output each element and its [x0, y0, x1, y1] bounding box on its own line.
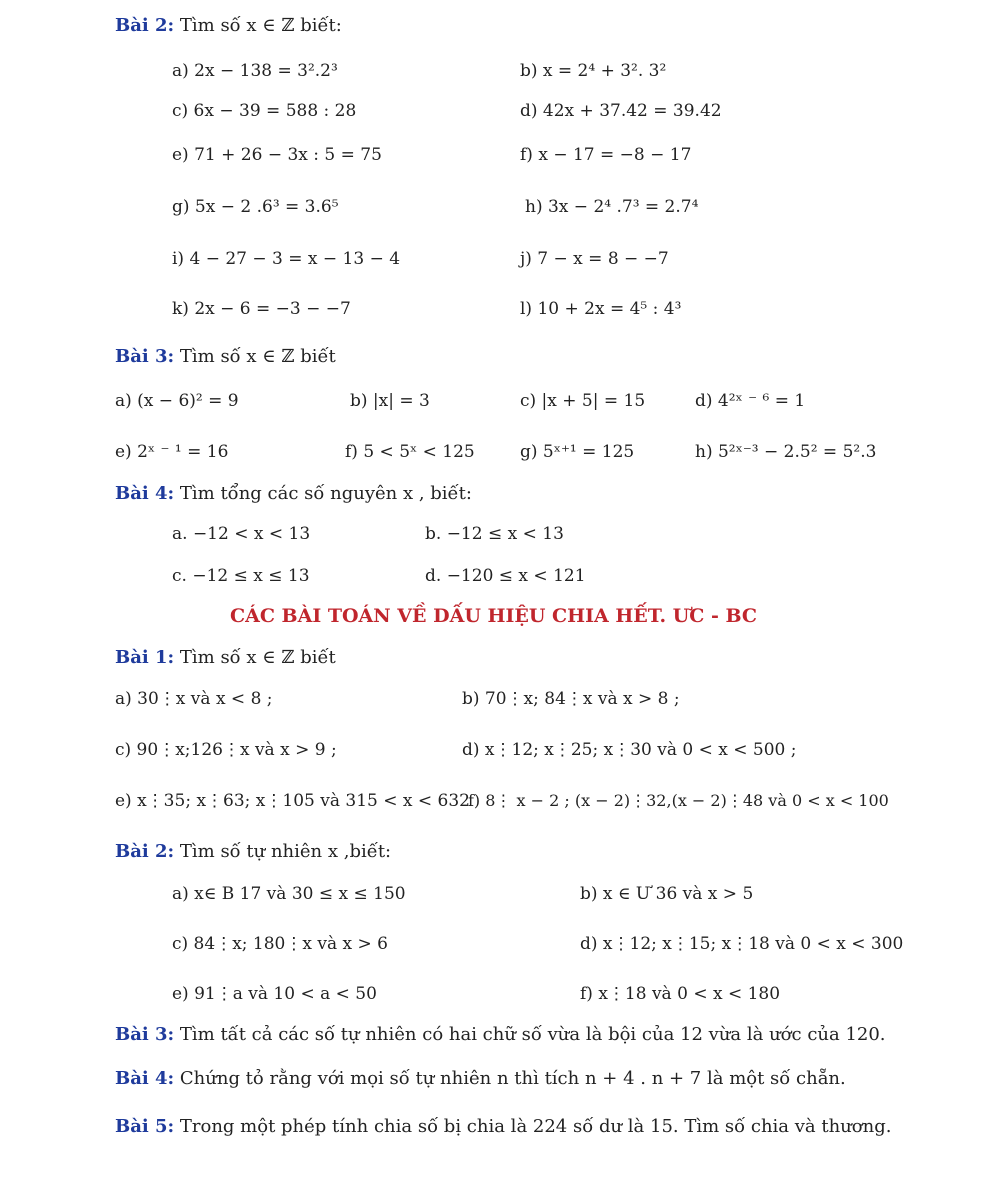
p2-bai5-text: Trong một phép tính chia số bị chia là 224 số dư là 15. Tìm số chia và thương. — [179, 1116, 892, 1137]
p2-bai1-text: Tìm số x ∈ ℤ biết — [179, 647, 336, 668]
p1-bai3-item-c: c) |x + 5| = 15 — [520, 391, 646, 411]
p1-bai2-item-i: i) 4 − 27 − 3 = x − 13 − 4 — [172, 249, 401, 269]
p2-bai3-heading: Bài 3: — [115, 1024, 175, 1045]
p1-bai2-item-h: h) 3x − 2⁴ .7³ = 2.7⁴ — [525, 197, 699, 217]
p2-bai4 — [115, 1067, 846, 1091]
p1-bai2-item-c: c) 6x − 39 = 588 : 28 — [172, 101, 357, 121]
p1-bai3-item-e: e) 2ˣ ⁻ ¹ = 16 — [115, 442, 229, 462]
p1-bai3-item-d: d) 4²ˣ ⁻ ⁶ = 1 — [695, 391, 806, 411]
p2-bai4-heading: Bài 4: — [115, 1068, 175, 1089]
p1-bai4-heading: Bài 4: — [115, 483, 175, 504]
p2-bai1-item-d: d) x⋮12; x⋮25; x⋮30 và 0 < x < 500 ; — [462, 740, 797, 760]
p1-bai4-item-b: b. −12 ≤ x < 13 — [425, 524, 564, 544]
p1-bai2-item-e: e) 71 + 26 − 3x : 5 = 75 — [172, 145, 382, 165]
p1-bai2-item-l: l) 10 + 2x = 4⁵ : 4³ — [520, 299, 682, 319]
p1-bai4-item-d: d. −120 ≤ x < 121 — [425, 566, 586, 586]
p2-bai2-item-d: d) x⋮12; x⋮15; x⋮18 và 0 < x < 300 — [580, 934, 904, 954]
p1-bai3-item-h: h) 5²ˣ⁻³ − 2.5² = 5².3 — [695, 442, 877, 462]
p2-bai1-item-c: c) 90⋮x;126⋮x và x > 9 ; — [115, 740, 337, 760]
p1-bai4-item-c: c. −12 ≤ x ≤ 13 — [172, 566, 310, 586]
p1-bai2-item-a: a) 2x − 138 = 3².2³ — [172, 61, 338, 81]
p2-bai4-text: Chứng tỏ rằng với mọi số tự nhiên n thì tích n + 4 . n + 7 là một số chẵn. — [179, 1068, 846, 1089]
p2-bai3-text: Tìm tất cả các số tự nhiên có hai chữ số vừa là bội của 12 vừa là ước của 120. — [179, 1024, 886, 1045]
p2-bai2-item-f: f) x⋮18 và 0 < x < 180 — [580, 984, 781, 1004]
p1-bai3-item-f: f) 5 < 5ˣ < 125 — [345, 442, 475, 462]
p2-bai2-item-c: c) 84⋮x; 180⋮x và x > 6 — [172, 934, 388, 954]
p1-bai3-item-a: a) (x − 6)² = 9 — [115, 391, 239, 411]
p1-bai2-item-b: b) x = 2⁴ + 3². 3² — [520, 61, 667, 81]
p1-bai3-item-g: g) 5ˣ⁺¹ = 125 — [520, 442, 635, 462]
p2-bai2-heading: Bài 2: — [115, 841, 175, 862]
p1-bai3-item-b: b) |x| = 3 — [350, 391, 430, 411]
p2-bai2-text: Tìm số tự nhiên x ,biết: — [179, 841, 392, 862]
p1-bai4-text: Tìm tổng các số nguyên x , biết: — [179, 483, 472, 504]
p2-bai2-header — [115, 840, 391, 864]
p1-bai2-item-k: k) 2x − 6 = −3 − −7 — [172, 299, 351, 319]
section-title: CÁC BÀI TOÁN VỀ DẤU HIỆU CHIA HẾT. ƯC - BC — [229, 605, 758, 627]
p1-bai4-header — [115, 482, 472, 506]
p1-bai2-heading: Bài 2: — [115, 15, 175, 36]
p1-bai2-text: Tìm số x ∈ ℤ biết: — [179, 15, 342, 36]
p2-bai1-heading: Bài 1: — [115, 647, 175, 668]
p1-bai2-item-g: g) 5x − 2 .6³ = 3.6⁵ — [172, 197, 339, 217]
p2-bai5 — [115, 1115, 891, 1139]
p1-bai3-heading: Bài 3: — [115, 346, 175, 367]
p2-bai1-item-f: f) 8⋮ x − 2 ; (x − 2)⋮32,(x − 2)⋮48 và 0 < x < 100 — [468, 791, 889, 810]
p2-bai2-item-b: b) x ∈ Ư 36 và x > 5 — [580, 884, 754, 904]
p2-bai1-item-a: a) 30⋮x và x < 8 ; — [115, 689, 273, 709]
p1-bai3-header — [115, 345, 336, 369]
p1-bai2-item-f: f) x − 17 = −8 − 17 — [520, 145, 692, 165]
p2-bai1-header — [115, 646, 336, 670]
p2-bai1-item-e: e) x⋮35; x⋮63; x⋮105 và 315 < x < 632 — [115, 791, 470, 811]
p2-bai2-item-e: e) 91⋮a và 10 < a < 50 — [172, 984, 377, 1004]
p1-bai2-item-j: j) 7 − x = 8 − −7 — [520, 249, 669, 269]
p2-bai5-heading: Bài 5: — [115, 1116, 175, 1137]
p2-bai1-item-b: b) 70⋮x; 84⋮x và x > 8 ; — [462, 689, 680, 709]
p2-bai3 — [115, 1023, 886, 1047]
p1-bai4-item-a: a. −12 < x < 13 — [172, 524, 311, 544]
p2-bai2-item-a: a) x∈ B 17 và 30 ≤ x ≤ 150 — [172, 884, 406, 904]
p1-bai2-item-d: d) 42x + 37.42 = 39.42 — [520, 101, 722, 121]
p1-bai2-header — [115, 14, 342, 38]
p1-bai3-text: Tìm số x ∈ ℤ biết — [179, 346, 336, 367]
